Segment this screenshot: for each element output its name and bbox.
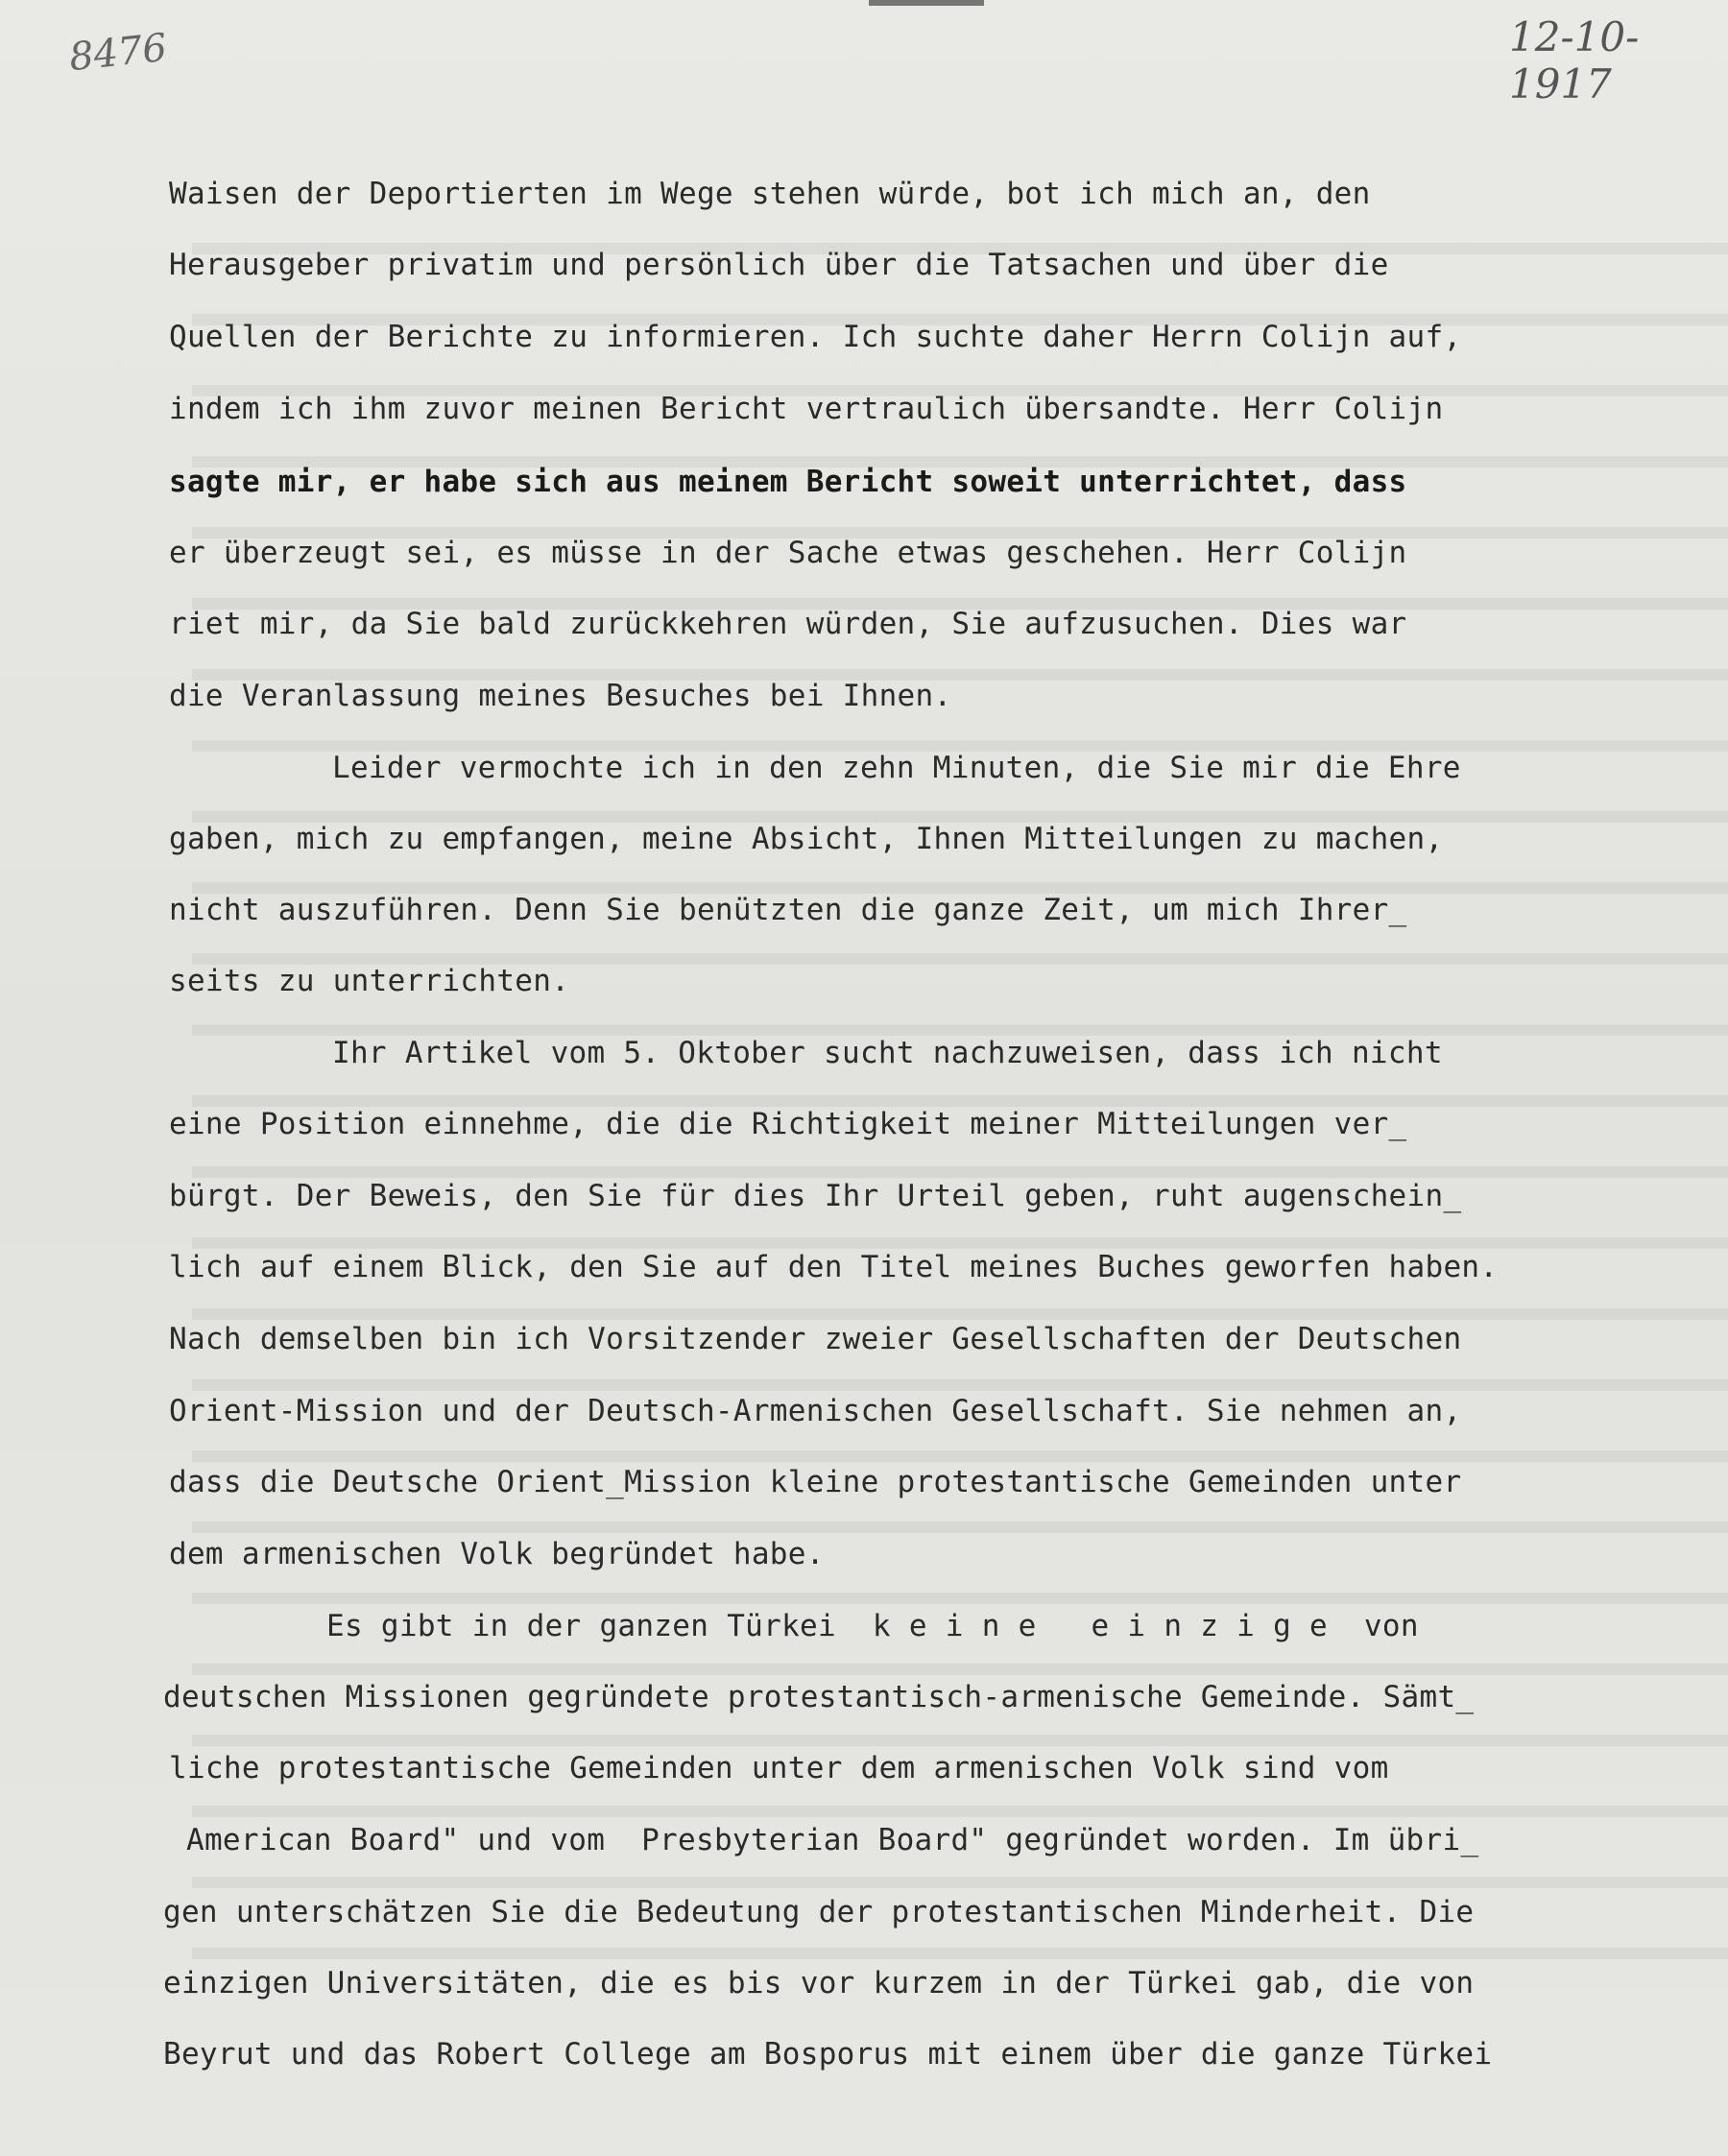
text-line: Nach demselben bin ich Vorsitzender zweier Gesellschaften der Deutschen	[169, 1322, 1462, 1356]
text-line: gaben, mich zu empfangen, meine Absicht, Ihnen Mitteilungen zu machen,	[169, 822, 1444, 856]
text-line: deutschen Missionen gegründete protestantisch-armenische Gemeinde. Sämt_	[163, 1680, 1475, 1714]
text-line: Quellen der Berichte zu informieren. Ich suchte daher Herrn Colijn auf,	[169, 320, 1462, 354]
text-line: er überzeugt sei, es müsse in der Sache etwas geschehen. Herr Colijn	[169, 536, 1407, 570]
text-line: Orient-Mission und der Deutsch-Armenischen Gesellschaft. Sie nehmen an,	[169, 1394, 1462, 1428]
text-line: riet mir, da Sie bald zurückkehren würden, Sie aufzusuchen. Dies war	[169, 607, 1407, 641]
text-line: gen unterschätzen Sie die Bedeutung der protestantischen Minderheit. Die	[163, 1895, 1475, 1929]
top-edge-mark	[869, 0, 984, 6]
text-line: eine Position einnehme, die die Richtigkeit meiner Mitteilungen ver_	[169, 1107, 1407, 1141]
text-line: Herausgeber privatim und persönlich über die Tatsachen und über die	[169, 248, 1389, 282]
text-line: American Board" und vom Presbyterian Board" gegründet worden. Im übri_	[186, 1823, 1479, 1857]
archive-number: 8476	[66, 25, 169, 81]
text-line: lich auf einem Blick, den Sie auf den Titel meines Buches geworfen haben.	[169, 1250, 1499, 1284]
text-line: Beyrut und das Robert College am Bosporus mit einem über die ganze Türkei	[163, 2037, 1493, 2072]
text-line: Ihr Artikel vom 5. Oktober sucht nachzuweisen, dass ich nicht	[332, 1036, 1443, 1070]
text-line: liche protestantische Gemeinden unter dem armenischen Volk sind vom	[169, 1751, 1389, 1785]
text-line: indem ich ihm zuvor meinen Bericht vertraulich übersandte. Herr Colijn	[169, 392, 1444, 426]
text-line: Es gibt in der ganzen Türkei k e i n e e i n z i g e von	[326, 1609, 1419, 1643]
text-line: Leider vermochte ich in den zehn Minuten, die Sie mir die Ehre	[332, 751, 1461, 785]
text-line: einzigen Universitäten, die es bis vor kurzem in der Türkei gab, die von	[163, 1966, 1475, 2000]
text-line: nicht auszuführen. Denn Sie benützten die ganze Zeit, um mich Ihrer_	[169, 893, 1407, 927]
text-line: Waisen der Deportierten im Wege stehen würde, bot ich mich an, den	[169, 177, 1371, 211]
text-line: dass die Deutsche Orient_Mission kleine protestantische Gemeinden unter	[169, 1465, 1462, 1499]
text-line: die Veranlassung meines Besuches bei Ihnen.	[169, 679, 952, 713]
text-line: bürgt. Der Beweis, den Sie für dies Ihr Urteil geben, ruht augenschein_	[169, 1179, 1462, 1213]
date-note: 12-10-1917	[1509, 13, 1640, 108]
text-line: seits zu unterrichten.	[169, 964, 570, 998]
text-line: dem armenischen Volk begründet habe.	[169, 1537, 825, 1571]
text-line: sagte mir, er habe sich aus meinem Bericht soweit unterrichtet, dass	[169, 465, 1407, 499]
